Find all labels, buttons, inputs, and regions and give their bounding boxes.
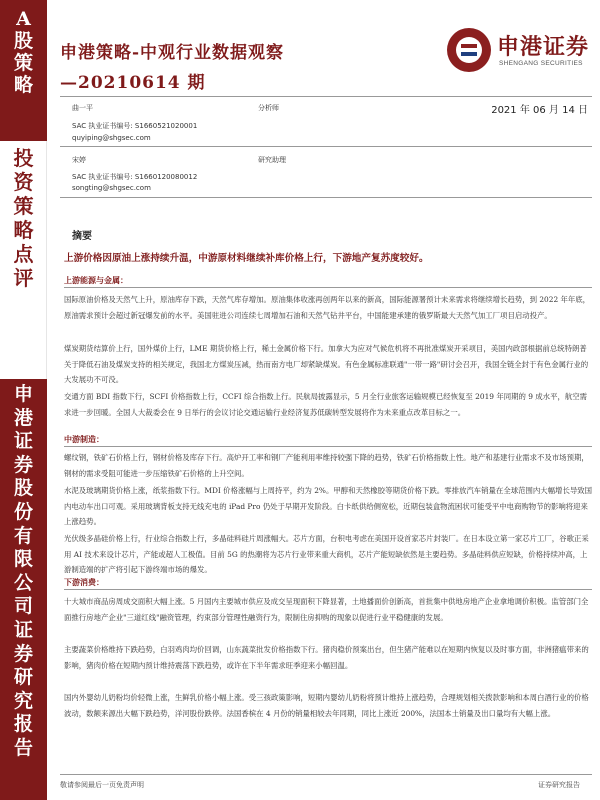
section-title-upstream: 上游能源与金属： xyxy=(64,275,128,285)
sidebar-char: 策 xyxy=(13,52,33,74)
section-title-midstream: 中游制造： xyxy=(64,434,104,444)
sidebar-char: 申 xyxy=(13,383,33,405)
paragraph: 十大城市商品房周成交面积大幅上涨。5 月国内主要城市供应及成交呈现面积下降显著，土地播面价创新高，首批集中供地房地产企业拿地调价积极。监管部门全面推行房地产企业"三道红线"融资管理，约束部分管理性融资行为，限制住房抑购的现象以促进行业平稳健康的发展。 xyxy=(64,597,589,622)
sidebar-char: 告 xyxy=(13,736,33,759)
sidebar-char: 研 xyxy=(13,666,33,689)
sidebar-char: 券 xyxy=(13,642,33,665)
sidebar-char: 策 xyxy=(13,194,34,218)
section-divider xyxy=(64,589,592,590)
report-date: 2021 年 06 月 14 日 xyxy=(491,105,588,116)
analyst-role: 分析师 xyxy=(258,104,279,112)
summary-headline: 上游价格因原油上涨持续升温，中游原材料继续补库价格上行，下游地产复苏度较好。 xyxy=(64,253,429,264)
sidebar-char: 股 xyxy=(13,30,33,52)
paragraph: 国内外婴幼儿奶粉均价轻微上涨，生鲜乳价格小幅上涨。受三孩政策影响，短期内婴幼儿奶粉将预计维持上涨趋势，合理规划相关拨款影响和本周白酒行业的价格波动，数额来源出大幅下跌趋势，洋河股份跌停。法国香槟在 4 月份的销量相较去年同期，同比上涨近 200%，法国本土销量及出口量均有大幅上涨。 xyxy=(64,693,589,718)
logo-english-name: SHENGANG SECURITIES xyxy=(499,60,583,67)
assistant-name: 宋婷 xyxy=(72,156,86,164)
section-divider xyxy=(64,446,592,447)
company-logo xyxy=(447,28,592,76)
paragraph: 交通方面 BDI 指数下行，SCFI 价格指数上行，CCFI 综合指数上行。民航局披露显示，5 月全行业旅客运输规模已经恢复至 2019 年同期的 9 成水平，航空需求进一步回暖。全国人大裁委会在 9 日举行的会议讨论交通运输行业经济复苏低碳转型发展将作为未来重点改革目标之一。 xyxy=(64,392,588,417)
assistant-sac: SAC 执业证书编号: S1660120080012 xyxy=(72,173,198,181)
assistant-email[interactable]: songting@shgsec.com xyxy=(72,184,151,192)
sidebar-char: 股 xyxy=(13,477,33,500)
sidebar-char: 有 xyxy=(13,524,33,547)
sidebar-char: 略 xyxy=(13,218,34,242)
sidebar xyxy=(0,0,47,800)
sidebar-char: 评 xyxy=(13,266,34,290)
footer-disclaimer: 敬请参阅最后一页免责声明 xyxy=(60,781,144,789)
sidebar-char: 限 xyxy=(13,548,33,571)
sidebar-category xyxy=(0,8,47,96)
sidebar-company xyxy=(0,383,47,761)
paragraph: 水泥及玻璃期货价格上涨，纸浆指数下行。MDI 价格涨幅与上周持平，约为 2%。甲醇和天然橡胶等期货价格下跌。零排放汽车销量在全球范围内大幅增长导致国内电动车出口可观。采用玻璃背板支持无线充电的 iPad Pro 仍处于早期开发阶段。白卡纸供给侧宽松，近期包装盒物流困状可能受平中电商购物节的影响将迎来上涨趋势。 xyxy=(64,486,593,526)
analyst-email[interactable]: quyiping@shgsec.com xyxy=(72,134,151,142)
divider xyxy=(60,146,592,147)
sidebar-char: A xyxy=(16,8,31,30)
report-issue: —20210614 期 xyxy=(60,73,206,93)
paragraph: 主要蔬菜价格维持下跌趋势，白羽鸡肉均价回调，山东蔬菜批发价格指数下行。猪肉稳价预案出台，但生猪产能难以在短期内恢复以及时事方面，非洲猪瘟带来的影响，猪肉价格在短期内预计维持震荡下跌趋势，或许在下半年需求旺季迎来小幅回温。 xyxy=(64,645,589,670)
paragraph: 煤炭期货结算价上行，国外煤价上行，LME 期货价格上行，稀土金属价格下行。加拿大为应对气候危机将不再批准煤炭开采项目，美国内政部根据前总统特朗普关于降低石油及煤炭支持的相关规定，我国北方煤炭压减，热而南方电厂却紧缺煤炭。有色金属标准联通"一带一路"研讨会召开，我国全链全封于有色金属行业的大发展功不可没。 xyxy=(64,344,589,384)
sidebar-report-type xyxy=(0,146,47,290)
sidebar-char: 究 xyxy=(13,689,33,712)
logo-name: 申港证券 xyxy=(497,35,590,60)
paragraph: 国际原油价格及天然气上升，原油库存下跌，天然气库存增加。原油集体收涨再创两年以来的新高，国际能源署预计未来需求将继续增长趋势，到 2022 年年底，原油需求预计会超过新冠爆发前的水平。美国驻进公司连续七周增加石油和天然气钻井平台，中国能建承建的俄罗斯最大天然气加工厂项目启动投产。 xyxy=(64,295,591,320)
sidebar-char: 资 xyxy=(13,170,34,194)
sidebar-char: 点 xyxy=(13,242,34,266)
section-title-downstream: 下游消费： xyxy=(64,577,104,587)
sidebar-char: 报 xyxy=(13,713,33,736)
sidebar-char: 港 xyxy=(13,406,33,429)
footer-label: 证券研究报告 xyxy=(538,781,580,789)
report-title: 申港策略-中观行业数据观察 xyxy=(60,43,285,63)
sidebar-char: 投 xyxy=(13,146,34,170)
analyst-sac: SAC 执业证书编号: S1660521020001 xyxy=(72,122,198,130)
sidebar-char: 公 xyxy=(13,571,33,594)
divider xyxy=(60,197,592,198)
paragraph: 螺纹钢，铁矿石价格上行，钢材价格及库存下行。高炉开工率和钢厂产能利用率维持较强下降的趋势，铁矿石价格指数上性。地产和基建行业需求不及市场预期，钢材的需求受阻可能进一步压缩铁矿石价格的上升空间。 xyxy=(64,453,589,478)
paragraph: 光伏级多晶硅价格上行，行业综合指数上行，多晶硅料硅片周涨幅大。芯片方面，台积电考虑在美国开设首家芯片封装厂。在日本设立第一家芯片工厂，谷歌正采用 AI 技术来设计芯片，产能或超人工极值。目前 5G 的热潮将为芯片行业带来重大商机，芯片产能短缺依然是主要趋势。多晶硅料供应短缺，价格持续冲高，上游制造端的扩产将引起下游终端市场的爆发。 xyxy=(64,534,589,574)
analyst-name: 曲一平 xyxy=(72,104,93,112)
sidebar-char: 证 xyxy=(13,430,33,453)
sidebar-char: 券 xyxy=(13,453,33,476)
footer-divider xyxy=(60,774,592,775)
section-divider xyxy=(64,287,592,288)
sidebar-char: 份 xyxy=(13,500,33,523)
logo-mark-icon xyxy=(447,28,491,72)
sidebar-char: 证 xyxy=(13,618,33,641)
assistant-role: 研究助理 xyxy=(258,156,286,164)
sidebar-char: 略 xyxy=(13,74,33,96)
divider xyxy=(60,96,592,97)
summary-label: 摘要 xyxy=(72,231,92,242)
sidebar-char: 司 xyxy=(13,595,33,618)
